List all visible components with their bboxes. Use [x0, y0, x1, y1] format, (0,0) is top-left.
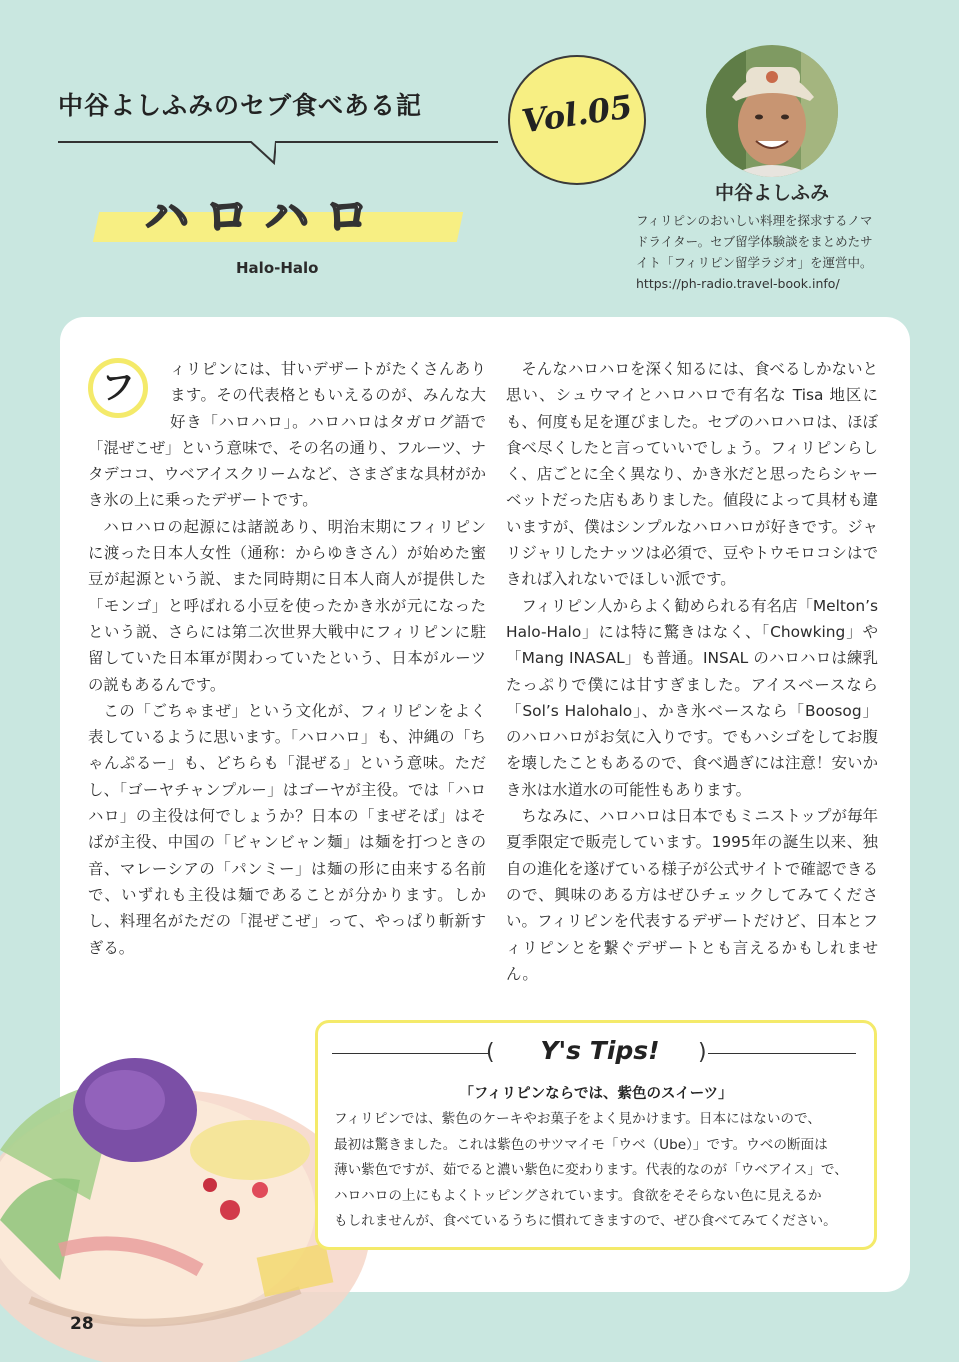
author-bio: [636, 210, 928, 294]
author-bio-line: ドライター。セブ留学体験談をまとめたサ: [636, 234, 873, 249]
tips-line: ハロハロの上にもよくトッピングされています。食欲をそそらない色に見えるか: [334, 1187, 822, 1204]
volume-badge: [508, 55, 646, 185]
dish-name-jp: ハロハロ: [145, 191, 385, 242]
article-paragraph: ちなみに、ハロハロは日本でもミニストップが毎年夏季限定で販売しています。1995年の誕生以来、独自の進化を遂げている様子が公式サイトで確認できるので、興味のある方はぜひチェックしてみてください。フィリピンを代表するデザートだけど、日本とフィリピンとを繋ぐデザートとも言えるかもしれません。: [506, 807, 878, 983]
article-column-right: [506, 356, 878, 987]
tips-rule-left: [332, 1053, 488, 1054]
article-paragraph: そんなハロハロを深く知るには、食べるしかないと思い、シュウマイとハロハロで有名な Tisa 地区にも、何度も足を運びました。セブのハロハロは、ほぼ食べ尽くしたと言っていいでしょう。フィリピンらしく、店ごとに全く異なり、かき氷だと思ったらシャーベットだった店もありました。値段によって具材も違いますが、僕はシンプルなハロハロが好きです。ジャリジャリしたナッツは必須で、豆やトウモロコシはできれば入れないでほしい派です。: [506, 360, 878, 589]
tips-line: 薄い紫色ですが、茹でると濃い紫色に変わります。代表的なのが「ウベアイス」で、: [334, 1162, 848, 1179]
article-paragraph: フィリピン人からよく勧められる有名店「Melton’s Halo-Halo」には特に驚きはなく、「Chowking」や「Mang INASAL」も普通。INSAL のハロハロは練乳たっぷりで僕には甘すぎました。アイスベースなら「Sol’s Halohalo」、かき氷ベースなら「Boosog」のハロハロがお気に入りです。でもハシゴをしてお腹を壊したこともあるので、食べ過ぎには注意！安いかき氷は水道水の可能性もあります。: [506, 596, 878, 799]
tips-line: 最初は驚きました。これは紫色のサツマイモ「ウベ（Ube）」です。ウベの断面は: [334, 1136, 828, 1153]
speech-bubble-tail: [250, 141, 276, 165]
author-bio-line: フィリピンのおいしい料理を探求するノマ: [636, 213, 873, 228]
tips-paren-open: (: [486, 1040, 495, 1065]
dish-name-en: Halo-Halo: [236, 259, 319, 277]
article-paragraph: ィリピンには、甘いデザートがたくさんあります。その代表格ともいえるのが、みんな大好き「ハロハロ」。ハロハロはタガログ語で「混ぜこぜ」という意味で、その名の通り、フルーツ、ナタデココ、ウベアイスクリームなど、さまざまな具材がかき氷の上に乗ったデザートです。: [88, 360, 486, 510]
article-column-left: [88, 356, 486, 961]
author-bio-line: イト「フィリピン留学ラジオ」を運営中。: [636, 255, 873, 270]
tips-line: もしれませんが、食べているうちに慣れてきますので、ぜひ食べてみてください。: [334, 1213, 837, 1230]
series-title: 中谷よしふみのセブ食べある記: [58, 91, 423, 120]
author-name: 中谷よしふみ: [714, 182, 829, 204]
dropcap-container: [88, 358, 170, 426]
article-paragraph: ハロハロの起源には諸説あり、明治末期にフィリピンに渡った日本人女性（通称：からゆきさん）が始めた蜜豆が起源という説、また同時期に日本人商人が提供した「モンゴ」と呼ばれる小豆を使ったかき氷が元になったという説、さらには第二次世界大戦中にフィリピンに駐留していた日本軍が関わっていたという、日本がルーツの説もあるんです。: [88, 517, 486, 694]
dropcap: フ: [88, 358, 148, 418]
title-underline: [58, 141, 498, 143]
page-number: 28: [70, 1314, 94, 1334]
tips-title: Y's Tips!: [540, 1036, 660, 1065]
tips-body: [334, 1107, 864, 1235]
tips-line: フィリピンでは、紫色のケーキやお菓子をよく見かけます。日本にはないので、: [334, 1111, 821, 1127]
author-website-link[interactable]: https://ph-radio.travel-book.info/: [636, 276, 840, 291]
volume-label: Vol.05: [519, 87, 635, 141]
author-photo: [706, 45, 838, 177]
article-paragraph: この「ごちゃまぜ」という文化が、フィリピンをよく表しているように思います。「ハロハロ」も、沖縄の「ちゃんぷるー」も、どちらも「混ぜる」という意味。ただし、「ゴーヤチャンプルー」はゴーヤが主役。では「ハロハロ」の主役は何でしょうか？日本の「まぜそば」はそばが主役、中国の「ビャンビャン麺」は麺を打つときの音、マレーシアの「パンミー」は麺の形に由来する名前で、いずれも主役は麺であることが分かります。しかし、料理名がただの「混ぜこぜ」って、やっぱり斬新すぎる。: [88, 701, 486, 957]
tips-subtitle: 「フィリピンならでは、紫色のスイーツ」: [459, 1086, 733, 1102]
tips-paren-close: ): [698, 1040, 707, 1065]
tips-rule-right: [708, 1053, 856, 1054]
